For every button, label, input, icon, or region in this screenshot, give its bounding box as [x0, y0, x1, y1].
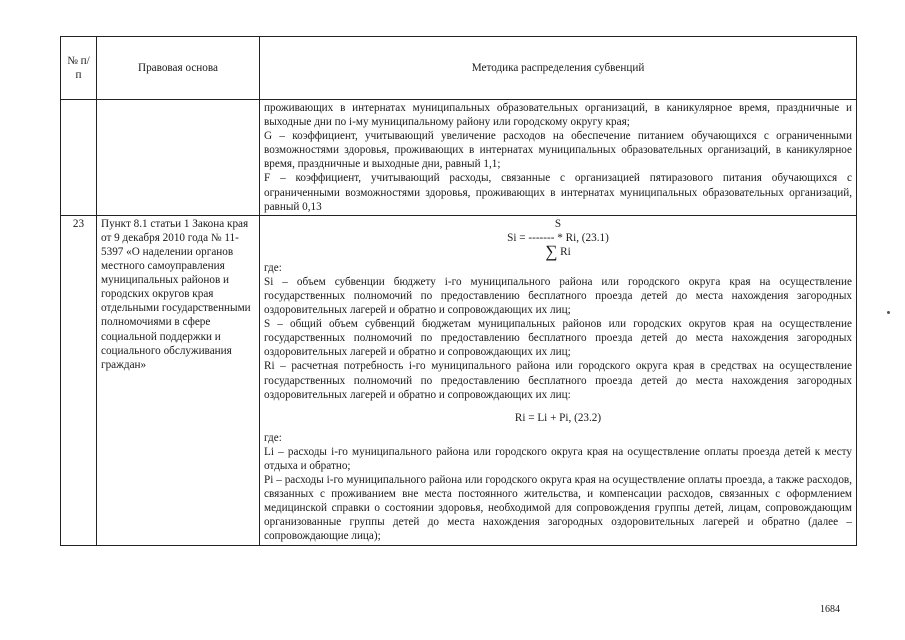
methodology-table [60, 36, 857, 546]
scan-speck [887, 311, 890, 314]
table-row-23 [61, 215, 857, 545]
header-legal-basis: Правовая основа [97, 37, 260, 100]
header-methodology: Методика распределения субвенций [260, 37, 857, 100]
definition-si: Si – объем субвенции бюджету i-го муниципального района или городского округа края на осуществление государственных полномочий по предоставлению бесплатного проезда детей до места нахождения загородных оздоровительных лагерей и обратно и сопровождающих их лиц; [264, 275, 852, 317]
formula-denominator-text: Ri [560, 245, 571, 258]
formula-denominator [264, 241, 852, 261]
formula-main-line: Si = ------- * Ri, (23.1) [507, 231, 609, 244]
formula-23-1 [264, 217, 852, 261]
table-header-row [61, 37, 857, 100]
header-number: № п/п [61, 37, 97, 100]
page-number: 1684 [820, 604, 840, 615]
cell-method-23 [260, 215, 857, 545]
where-label-2: где: [264, 431, 282, 444]
definition-li: Li – расходы i-го муниципального района или городского округа края на осуществление оплаты проезда детей к месту отдыха и обратно; [264, 445, 852, 472]
definition-f: F – коэффициент, учитывающий расходы, связанные с организацией пятиразового питания обучающихся с ограниченными возможностями здоровья, проживающих в интернатах муниципальных образовательных организаций, равный 0,13 [264, 172, 852, 213]
legal-basis-text: Пункт 8.1 статьи 1 Закона края от 9 декабря 2010 года № 11-5397 «О наделении органов местного самоуправления муниципальных районов и городских округов края отдельными государственными полномочиями в сфере социальной поддержки и социального обслуживания граждан» [97, 215, 260, 545]
row-number: 23 [61, 215, 97, 545]
where-label: где: [264, 261, 282, 274]
definition-pi: Pi – расходы i-го муниципального района или городского округа края на осуществление оплаты проезда, а также расходов, связанных с проживанием вне места постоянного жительства, и компенсации расходов, связанных с оформлением медицинской справки о состоянии здоровья, необходимой для сопровождения группы детей, лицам, сопровождающим организованные группы детей до места нахождения загородных оздоровительных лагерей и обратно (далее – сопровождающие лица); [264, 474, 852, 543]
cell-basis-empty [97, 100, 260, 216]
continuation-paragraph: проживающих в интернатах муниципальных образовательных организаций, в каникулярное время, праздничные и выходные дни по i-му муниципальному району или городскому округу края; [264, 102, 852, 129]
definition-s: S – общий объем субвенций бюджетам муниципальных районов или городских округов края на осуществление государственных полномочий по предоставлению бесплатного проезда детей до места нахождения загородных оздоровительных лагерей и обратно и сопровождающих их лиц; [264, 318, 852, 359]
definition-g: G – коэффициент, учитывающий увеличение расходов на обеспечение питанием обучающихся с ограниченными возможностями здоровья, проживающих в интернатах муниципальных образовательных организаций, в каникулярное время, праздничные и выходные дни, равный 1,1; [264, 130, 852, 171]
table-row-continuation [61, 100, 857, 216]
sigma-symbol: ∑ [545, 241, 558, 261]
cell-number-empty [61, 100, 97, 216]
cell-method-continuation [260, 100, 857, 216]
definition-ri: Ri – расчетная потребность i-го муниципального района или городского округа края в средствах на осуществление государственных полномочий по предоставлению бесплатного проезда детей до места нахождения загородных оздоровительных лагерей и обратно и сопровождающих их лиц: [264, 360, 852, 401]
formula-numerator: S [554, 217, 562, 230]
formula-23-2: Ri = Li + Pi, (23.2) [514, 411, 602, 424]
